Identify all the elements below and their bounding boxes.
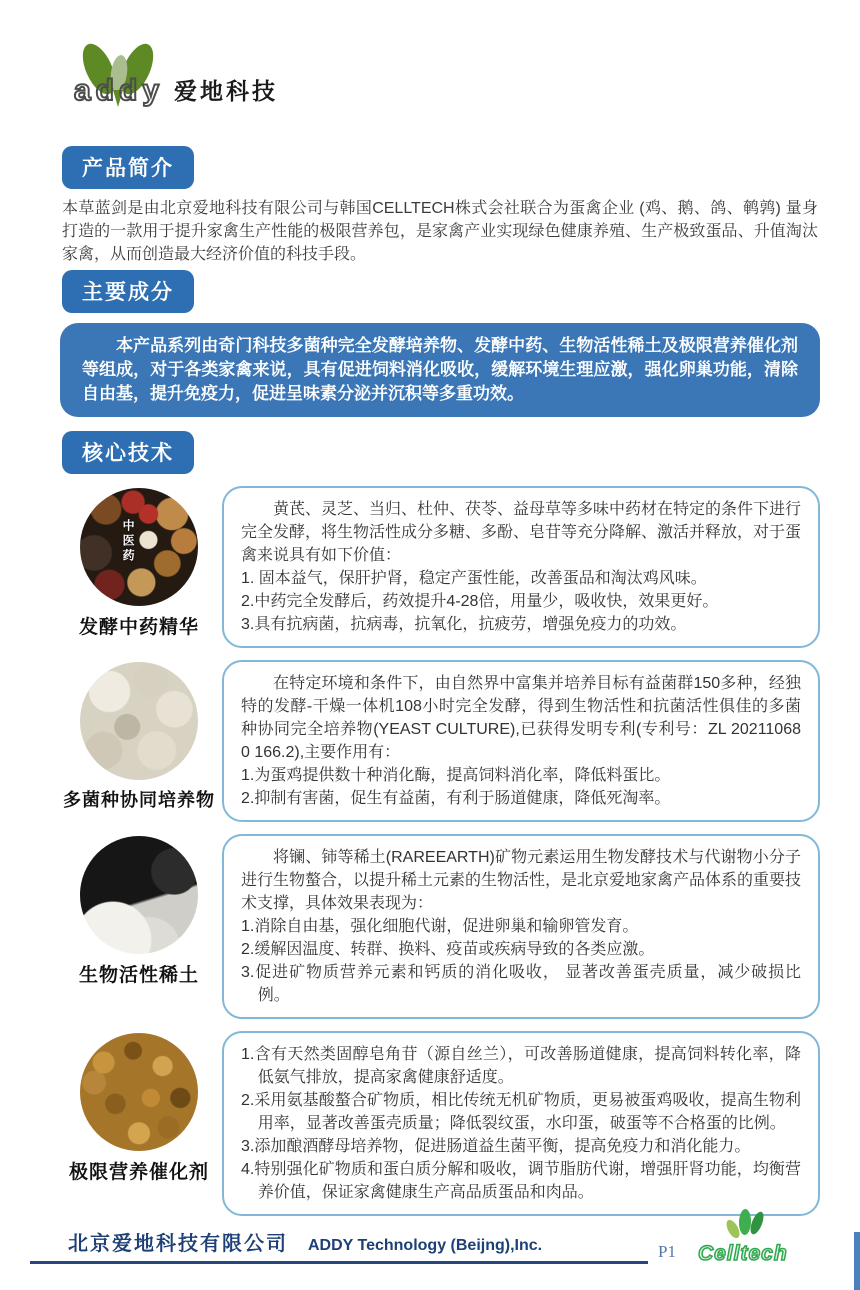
tech-label-bioactive-rare-earth: 生物活性稀土 xyxy=(78,965,199,986)
brand-name-cn: 爱地科技 xyxy=(174,78,279,104)
footer-company-line xyxy=(30,1227,648,1264)
tech-point: 2.采用氨基酸螯合矿物质，相比传统无机矿物质，更易被蛋鸡吸收，提高生物利用率，显著改善蛋壳质量；降低裂纹蛋，水印蛋，破蛋等不合格蛋的比例。 xyxy=(241,1092,801,1132)
tech-point: 2.缓解因温度、转群、换料、疫苗或疾病导致的各类应激。 xyxy=(241,941,655,958)
tech-intro-text: 将镧、铈等稀土(RAREEARTH)矿物元素运用生物发酵技术与代谢物小分子进行生物螯合，以提升稀土元素的生物活性，是北京爱地家禽产品体系的重要技术支撑，具体效果表现为： xyxy=(241,849,802,912)
tech-row-multi-strain-culture xyxy=(56,660,820,822)
tech-point: 3.添加酿酒酵母培养物，促进肠道益生菌平衡，提高免疫力和消化能力。 xyxy=(241,1138,751,1155)
tech-row-fermented-herbs xyxy=(56,486,820,648)
tech-label-nutrition-catalyst: 极限营养催化剂 xyxy=(68,1162,209,1183)
bioactive-rare-earth-photo xyxy=(80,836,198,954)
tech-point: 2.中药完全发酵后，药效提升4-28倍，用量少，吸收快，效果更好。 xyxy=(241,593,719,610)
section-badge-product-intro: 产品简介 xyxy=(62,146,194,189)
tech-intro-text: 在特定环境和条件下，由自然界中富集并培养目标有益菌群150多种，经独特的发酵-干燥一体机108小时完全发酵，得到生物活性和抗菌活性俱佳的多菌种协同完全培养物(YEAST CULTURE),已获得发明专利(专利号：ZL 20211068 0 166.2),主要作用有： xyxy=(241,675,801,761)
tech-box-multi-strain-culture xyxy=(222,660,820,822)
brand-logo xyxy=(72,30,860,108)
multi-strain-culture-photo xyxy=(80,662,198,780)
tech-intro-text: 黄芪、灵芝、当归、杜仲、茯苓、益母草等多味中药材在特定的条件下进行完全发酵，将生物活性成分多糖、多酚、皂苷等充分降解、激活并释放，对于蛋禽来说具有如下价值： xyxy=(241,501,802,564)
tech-box-fermented-herbs xyxy=(222,486,820,648)
core-tech-list xyxy=(56,486,820,1216)
tech-point: 2.抑制有害菌，促生有益菌，有利于肠道健康，降低死淘率。 xyxy=(241,790,671,807)
ingredients-paragraph: 本产品系列由奇门科技多菌种完全发酵培养物、发酵中药、生物活性稀土及极限营养催化剂等组成，对于各类家禽来说，具有促进饲料消化吸收，缓解环境生理应激，强化卵巢功能，清除自由基，提升免疫力，促进呈味素分泌并沉积等多重功效。 xyxy=(82,336,798,403)
celltech-wordmark: Celltech xyxy=(697,1242,788,1265)
section-badge-core-tech: 核心技术 xyxy=(62,431,194,474)
herbs-photo-caption: 中医药 xyxy=(121,518,136,564)
tech-row-nutrition-catalyst xyxy=(56,1031,820,1216)
company-name-cn: 北京爱地科技有限公司 xyxy=(68,1233,288,1255)
tech-point: 1.消除自由基，强化细胞代谢，促进卵巢和输卵管发育。 xyxy=(241,918,639,935)
tech-label-fermented-herbs: 发酵中药精华 xyxy=(78,617,199,638)
tech-label-multi-strain-culture: 多菌种协同培养物 xyxy=(63,790,215,810)
product-intro-paragraph: 本草蓝剑是由北京爱地科技有限公司与韩国CELLTECH株式会社联合为蛋禽企业 (鸡、鹅、鸽、鹌鹑) 量身打造的一款用于提升家禽生产性能的极限营养包，是家禽产业实现绿色健康养殖、生产极致蛋品、升值淘汰家禽，从而创造最大经济价值的科技手段。 xyxy=(62,200,818,263)
tech-point: 3.促进矿物质营养元素和钙质的消化吸收， 显著改善蛋壳质量，减少破损比例。 xyxy=(241,964,801,1004)
brand-wordmark: addy xyxy=(74,74,165,107)
tech-box-nutrition-catalyst xyxy=(222,1031,820,1216)
tech-point: 4.特别强化矿物质和蛋白质分解和吸收，调节脂肪代谢，增强肝肾功能，均衡营养价值，保证家禽健康生产高品质蛋品和肉品。 xyxy=(241,1161,801,1201)
tech-point: 1.为蛋鸡提供数十种消化酶，提高饲料消化率，降低料蛋比。 xyxy=(241,767,671,784)
page-number: P1 xyxy=(658,1242,676,1261)
celltech-logo xyxy=(698,1209,788,1264)
tech-point: 1.含有天然类固醇皂角苷（源自丝兰），可改善肠道健康，提高饲料转化率，降低氨气排放，提高家禽健康舒适度。 xyxy=(241,1046,801,1086)
celltech-leaves-icon xyxy=(715,1209,771,1239)
tech-point: 3.具有抗病菌，抗病毒，抗氧化，抗疲劳，增强免疫力的功效。 xyxy=(241,616,687,633)
tech-box-bioactive-rare-earth xyxy=(222,834,820,1019)
section-badge-ingredients: 主要成分 xyxy=(62,270,194,313)
ingredients-box xyxy=(60,323,820,417)
fermented-herbs-photo xyxy=(80,488,198,606)
page-edge-decorative-bar xyxy=(854,1232,860,1290)
nutrition-catalyst-photo xyxy=(80,1033,198,1151)
tech-point: 1. 固本益气，保肝护肾，稳定产蛋性能，改善蛋品和淘汰鸡风味。 xyxy=(241,570,707,587)
footer xyxy=(30,1209,840,1264)
tech-row-bioactive-rare-earth xyxy=(56,834,820,1019)
company-name-en: ADDY Technology (Beijng),Inc. xyxy=(308,1237,543,1254)
